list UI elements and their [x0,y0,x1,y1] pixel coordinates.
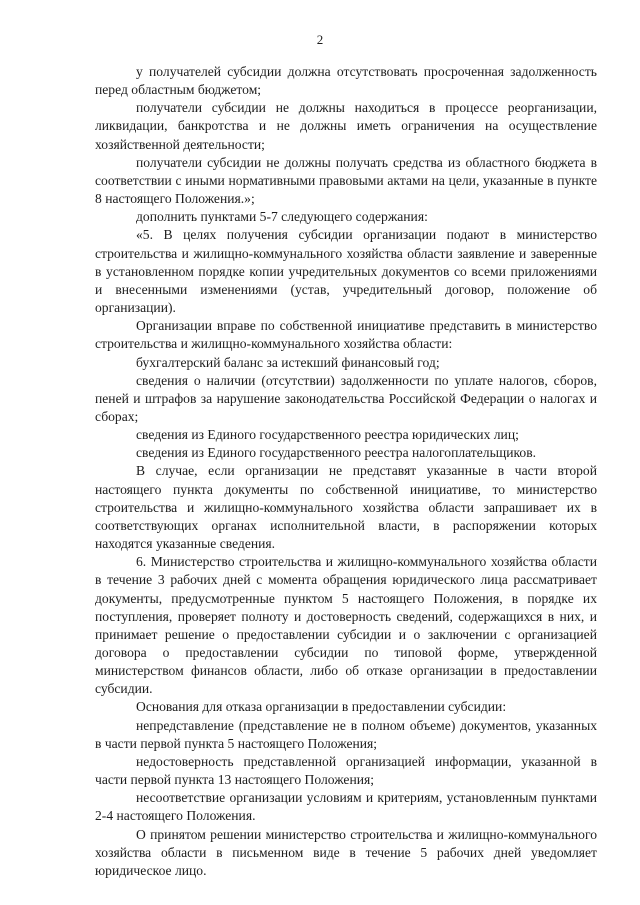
paragraph: несоответствие организации условиям и критериям, установленным пунктами 2-4 настоящего Положения. [95,790,597,824]
paragraph: дополнить пунктами 5-7 следующего содержания: [136,209,428,225]
paragraph: О принятом решении министерство строительства и жилищно-коммунального хозяйства области в письменном виде в течение 5 рабочих дней уведомляет юридическое лицо. [95,826,597,878]
paragraph: сведения о наличии (отсутствии) задолженности по уплате налогов, сборов, пеней и штрафов за нарушение законодательства Российской Федерации о налогах и сборах; [95,372,597,424]
paragraph: получатели субсидии не должны получать средства из областного бюджета в соответствии с иными нормативными правовыми актами на цели, указанные в пункте 8 настоящего Положения.»; [95,154,597,207]
paragraph: В случае, если организации не представят указанные в части второй настоящего пункта документы по собственной инициативе, то министерство строительства и жилищно-коммунального хозяйства области запрашивает их в соответствующих органах исполнительной власти, в распоряжении которых находятся указанные сведения. [95,463,597,552]
paragraph: 6. Министерство строительства и жилищно-коммунального хозяйства области в течение 3 рабочих дней с момента обращения юридического лица рассматривает документы, предусмотренные пунктом 5 настоящего Положения, в порядке их поступления, проверяет полноту и достоверность сведений, содержащихся в них, и принимает решение о предоставлении субсидии и о заключении с организацией договора о предоставлении субсидии по типовой форме, утвержденной министерством финансов области, либо об отказе организации в предоставлении субсидии. [95,554,597,697]
paragraph: Основания для отказа организации в предоставлении субсидии: [136,699,507,715]
paragraph: сведения из Единого государственного реестра налогоплательщиков. [136,445,537,461]
paragraph: недостоверность представленной организацией информации, указанной в части первой пункта 13 настоящего Положения; [95,753,597,788]
paragraph: сведения из Единого государственного реестра юридических лиц; [136,427,519,443]
paragraph: получатели субсидии не должны находиться в процессе реорганизации, ликвидации, банкротства и не должны иметь ограничения на осуществление хозяйственной деятельности; [95,100,597,152]
page-number: 2 [316,32,324,47]
document-body [95,63,597,880]
paragraph: у получателей субсидии должна отсутствовать просроченная задолженность перед областным бюджетом; [95,64,597,98]
paragraph: бухгалтерский баланс за истекший финансовый год; [136,354,440,370]
paragraph: «5. В целях получения субсидии организации подают в министерство строительства и жилищно-коммунального хозяйства области заявление и заверенные в установленном порядке копии учредительных документов со всеми приложениями и внесенными изменениями (устав, учредительный договор, положение об организации). [95,227,597,316]
paragraph: непредставление (представление не в полном объеме) документов, указанных в части первой пункта 5 настоящего Положения; [95,717,597,751]
paragraph: Организации вправе по собственной инициативе представить в министерство строительства и жилищно-коммунального хозяйства области: [95,318,597,352]
